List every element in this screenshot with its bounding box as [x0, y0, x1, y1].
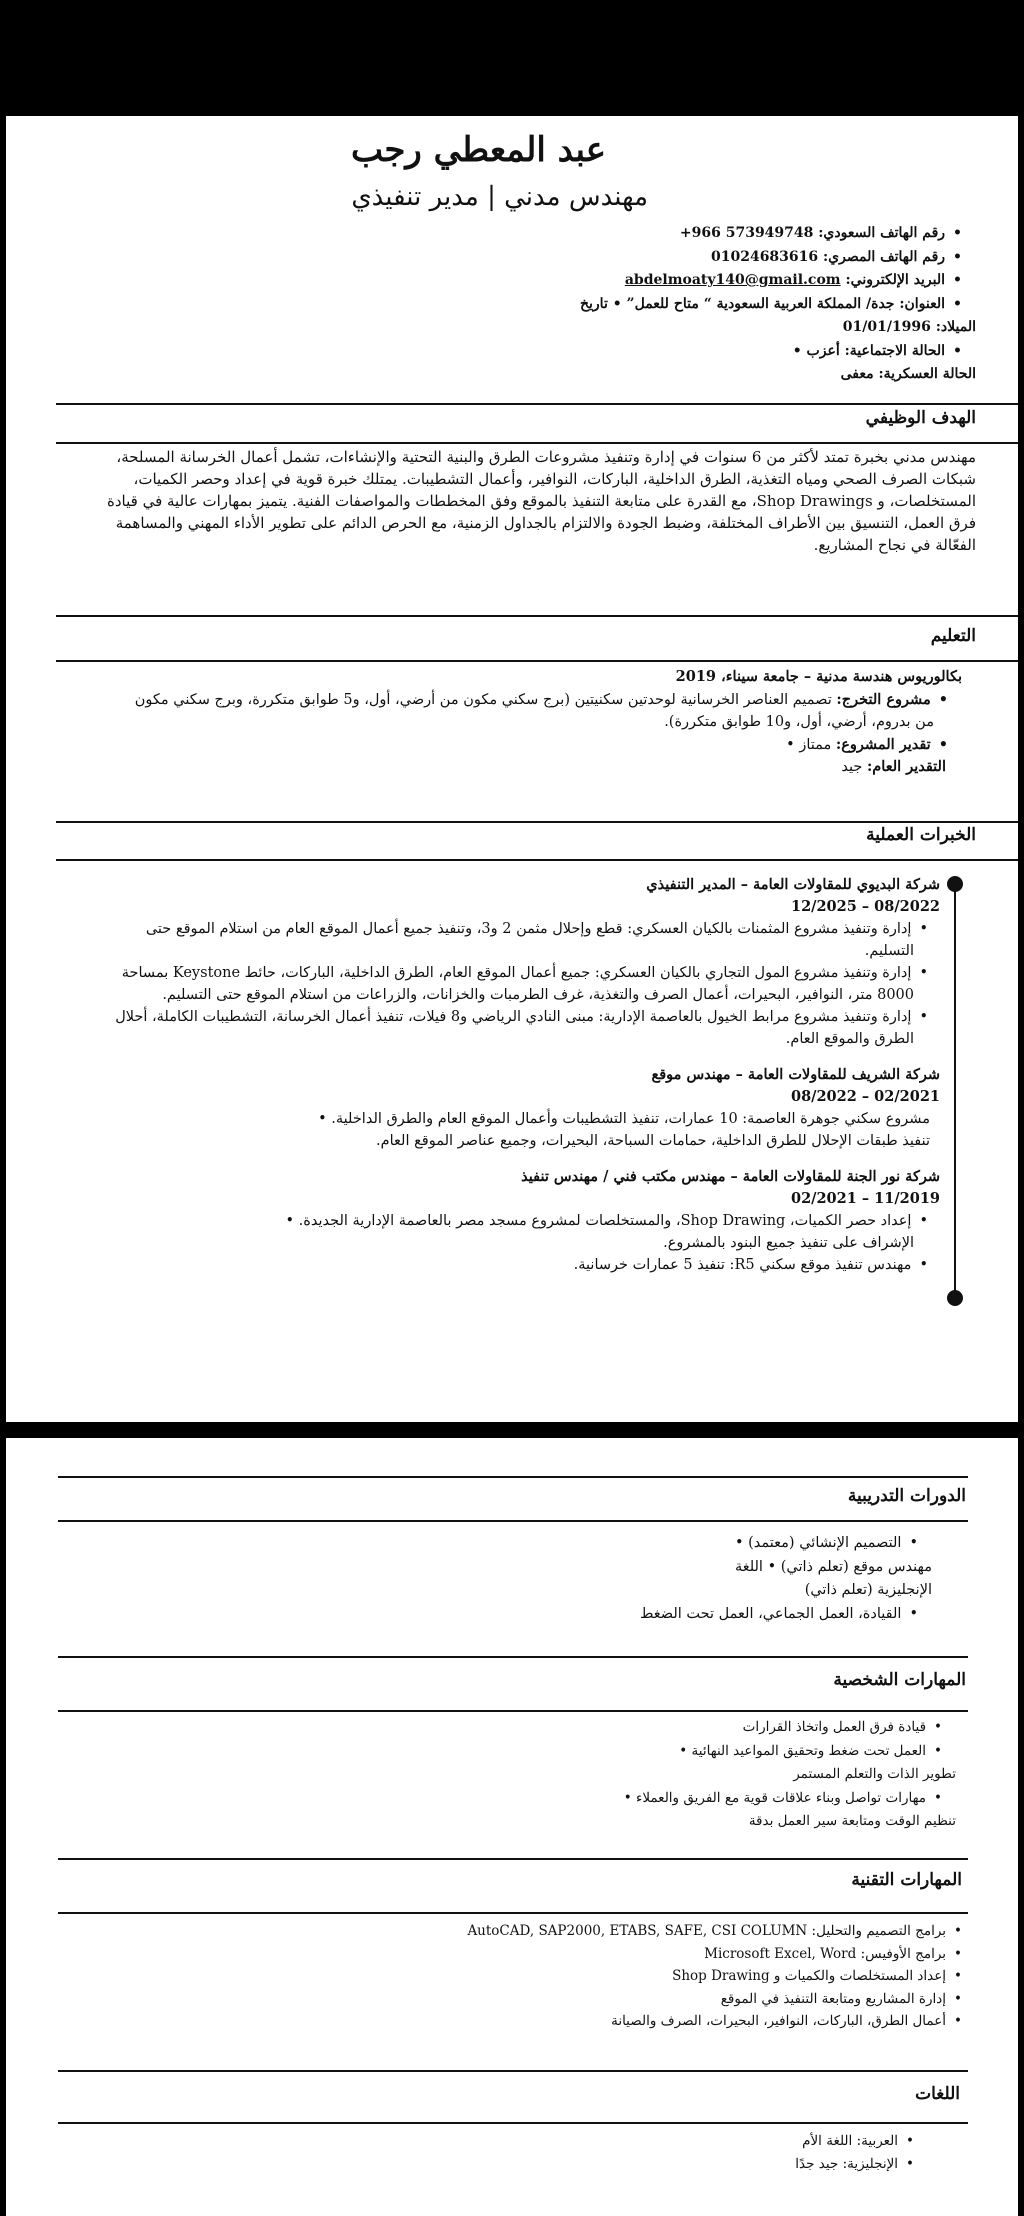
job-duty-cont: 8000 متر، النوافير، البحيرات، أعمال الصرف والتغذية، غرف الطرمبات والخزانات، والزراعات من استلام الموقع حتى التسليم.	[162, 987, 914, 1003]
divider	[58, 1912, 968, 1914]
tech-skill-item: • برامج التصميم والتحليل: AutoCAD, SAP2000, ETABS, SAFE, CSI COLUMN	[467, 1920, 962, 1943]
candidate-name: عبد المعطي رجب	[351, 130, 606, 170]
timeline-start-dot	[947, 876, 963, 892]
education-heading: التعليم	[930, 626, 976, 646]
objective-line: الفعّالة في نجاح المشاريع.	[813, 536, 976, 554]
graduation-project-cont: من بدروم، أرضي، أول، و10 طوابق متكررة).	[664, 714, 934, 730]
divider	[56, 615, 1018, 617]
project-grade: • تقدير المشروع: ممتاز •	[135, 734, 948, 757]
languages-list	[795, 2130, 914, 2175]
contact-list	[579, 222, 976, 387]
job-duty: مشروع سكني جوهرة العاصمة: 10 عمارات، تنفيذ التشطيبات وأعمال الموقع العام والطرق الداخلية. •	[318, 1111, 930, 1127]
experience-heading: الخبرات العملية	[866, 825, 976, 845]
objective-line: المستخلصات، و Shop Drawings، مع القدرة على متابعة التنفيذ بالموقع وفق المخططات والمواصفات الفنية. يتميز بمهارات عالية في قيادة	[107, 492, 976, 510]
divider	[58, 1710, 968, 1712]
soft-skill-item: • قيادة فرق العمل واتخاذ القرارات	[624, 1716, 942, 1740]
job-dates: 02/2021 – 11/2019	[790, 1190, 940, 1207]
divider	[58, 1656, 968, 1658]
tech-skill-item: • إعداد المستخلصات والكميات و Shop Drawing	[467, 1965, 962, 1988]
job-duty: • مهندس تنفيذ موقع سكني R5: تنفيذ 5 عمارات خرسانية.	[115, 1254, 928, 1276]
tech-skill-item: • إدارة المشاريع ومتابعة التنفيذ في الموقع	[467, 1988, 962, 2011]
soft-skill-item: تطوير الذات والتعلم المستمر	[793, 1766, 956, 1782]
job-duty: • إدارة وتنفيذ مشروع المول التجاري بالكيان العسكري: جميع أعمال الموقع العام، الطرق الداخلية، الباركات، حائط Keystone بمساحة	[115, 962, 928, 984]
candidate-title: مهندس مدني | مدير تنفيذي	[351, 182, 648, 212]
job-duty: • إدارة وتنفيذ مشروع مرابط الخيول بالعاصمة الإدارية: مبنى النادي الرياضي و8 فيلات، تنفيذ أعمال الخرسانة، التشطيبات الكاملة، أحلال	[115, 1006, 928, 1028]
graduation-project: • مشروع التخرج: تصميم العناصر الخرسانية لوحدتين سكنيتين (برج سكني مكون من أرضي، أول، و5 طوابق متكررة، وبرج سكني مكون	[135, 689, 948, 712]
course-item: مهندس موقع (تعلم ذاتي) • اللغة	[734, 1558, 932, 1575]
soft-skills-list	[624, 1716, 956, 1834]
contact-saudi-phone: • رقم الهاتف السعودي: +966 573949748	[580, 222, 962, 246]
tech-skill-item: • أعمال الطرق، الباركات، النوافير، البحيرات، الصرف والصيانة	[467, 2010, 962, 2033]
contact-military: الحالة العسكرية: معفى	[840, 366, 976, 382]
timeline-end-dot	[947, 1290, 963, 1306]
objective-line: فرق العمل، التنسيق بين الأطراف المختلفة، وضبط الجودة والالتزام بالجداول الزمنية، مع الحرص الدائم على تطوير الأداء المهني والمساهمة	[115, 514, 976, 532]
divider	[58, 1476, 968, 1478]
divider	[56, 859, 1018, 861]
contact-birth: الميلاد: 01/01/1996	[842, 319, 976, 335]
tech-skill-item: • برامج الأوفيس: Microsoft Excel, Word	[467, 1943, 962, 1966]
tech-skills-heading: المهارات التقنية	[851, 1870, 962, 1890]
divider	[56, 442, 1018, 444]
job-duty-cont: التسليم.	[864, 943, 914, 959]
job-duty: • إعداد حصر الكميات، Shop Drawing، والمستخلصات لمشروع مسجد مصر بالعاصمة الإدارية الجديدة. •	[115, 1210, 928, 1232]
divider	[58, 1858, 968, 1860]
education-degree: بكالوريوس هندسة مدنية – جامعة سيناء، 2019	[675, 668, 962, 685]
job-title: شركة البديوي للمقاولات العامة – المدير التنفيذي	[646, 876, 940, 893]
resume-page-2	[6, 1438, 1018, 2216]
contact-address: • العنوان: جدة/ المملكة العربية السعودية “ متاح للعمل” • تاريخ	[580, 293, 962, 317]
divider	[56, 403, 1018, 405]
tech-skills-list	[467, 1920, 962, 2033]
languages-heading: اللغات	[915, 2084, 960, 2104]
contact-marital: • الحالة الاجتماعية: أعزب •	[580, 340, 962, 364]
soft-skill-item: • العمل تحت ضغط وتحقيق المواعيد النهائية •	[624, 1740, 942, 1764]
timeline-line	[954, 884, 956, 1298]
language-item: • الإنجليزية: جيد جدًا	[795, 2153, 914, 2176]
job-title: شركة الشريف للمقاولات العامة – مهندس موقع	[651, 1066, 940, 1083]
divider	[58, 2070, 968, 2072]
objective-heading: الهدف الوظيفي	[865, 408, 976, 428]
divider	[56, 660, 1018, 662]
education-section	[135, 666, 962, 779]
job-dates: 08/2022 – 02/2021	[790, 1088, 940, 1105]
job-title: شركة نور الجنة للمقاولات العامة – مهندس مكتب فني / مهندس تنفيذ	[521, 1168, 940, 1185]
contact-egypt-phone: • رقم الهاتف المصري: 01024683616	[580, 246, 962, 270]
soft-skill-item: • مهارات تواصل وبناء علاقات قوية مع الفريق والعملاء •	[624, 1787, 942, 1811]
job-duty: الإشراف على تنفيذ جميع البنود بالمشروع.	[663, 1235, 914, 1251]
soft-skill-item: تنظيم الوقت ومتابعة سير العمل بدقة	[748, 1813, 956, 1829]
divider	[56, 821, 1018, 823]
resume-page-1	[6, 116, 1018, 1422]
experience-list	[115, 874, 940, 1276]
job-duty: • إدارة وتنفيذ مشروع المثمنات بالكيان العسكري: قطع وإحلال مثمن 2 و3، وتنفيذ جميع أعمال الموقع العام من استلام الموقع حتى	[115, 918, 928, 940]
course-item: الإنجليزية (تعلم ذاتي)	[804, 1582, 932, 1598]
courses-list	[640, 1532, 932, 1626]
contact-email[interactable]: • البريد الإلكتروني: abdelmoaty140@gmail.com	[580, 269, 962, 293]
soft-skills-heading: المهارات الشخصية	[833, 1670, 966, 1690]
courses-heading: الدورات التدريبية	[847, 1486, 966, 1506]
divider	[58, 1520, 968, 1522]
objective-line: شبكات الصرف الصحي ومياه التغذية، الطرق الداخلية، الباركات، النوافير، وأعمال التشطيبات. يمتلك خبرة قوية في إعداد وحصر الكميات،	[133, 470, 976, 488]
course-item: • القيادة، العمل الجماعي، العمل تحت الضغط	[640, 1603, 918, 1627]
job-duty-cont: الطرق والموقع العام.	[785, 1031, 914, 1047]
language-item: • العربية: اللغة الأم	[795, 2130, 914, 2153]
course-item: • التصميم الإنشائي (معتمد) •	[640, 1532, 918, 1556]
job-duty: تنفيذ طبقات الإحلال للطرق الداخلية، حمامات السباحة، البحيرات، وجميع عناصر الموقع العام.	[376, 1133, 930, 1149]
job-dates: 12/2025 – 08/2022	[790, 898, 940, 915]
objective-text	[107, 446, 976, 556]
divider	[58, 2122, 968, 2124]
objective-line: مهندس مدني بخبرة تمتد لأكثر من 6 سنوات في إدارة وتنفيذ مشروعات الطرق والبنية التحتية والإنشاءات، تشمل أعمال الخرسانة المسلحة،	[116, 448, 976, 466]
overall-grade: التقدير العام: جيد	[841, 758, 946, 775]
